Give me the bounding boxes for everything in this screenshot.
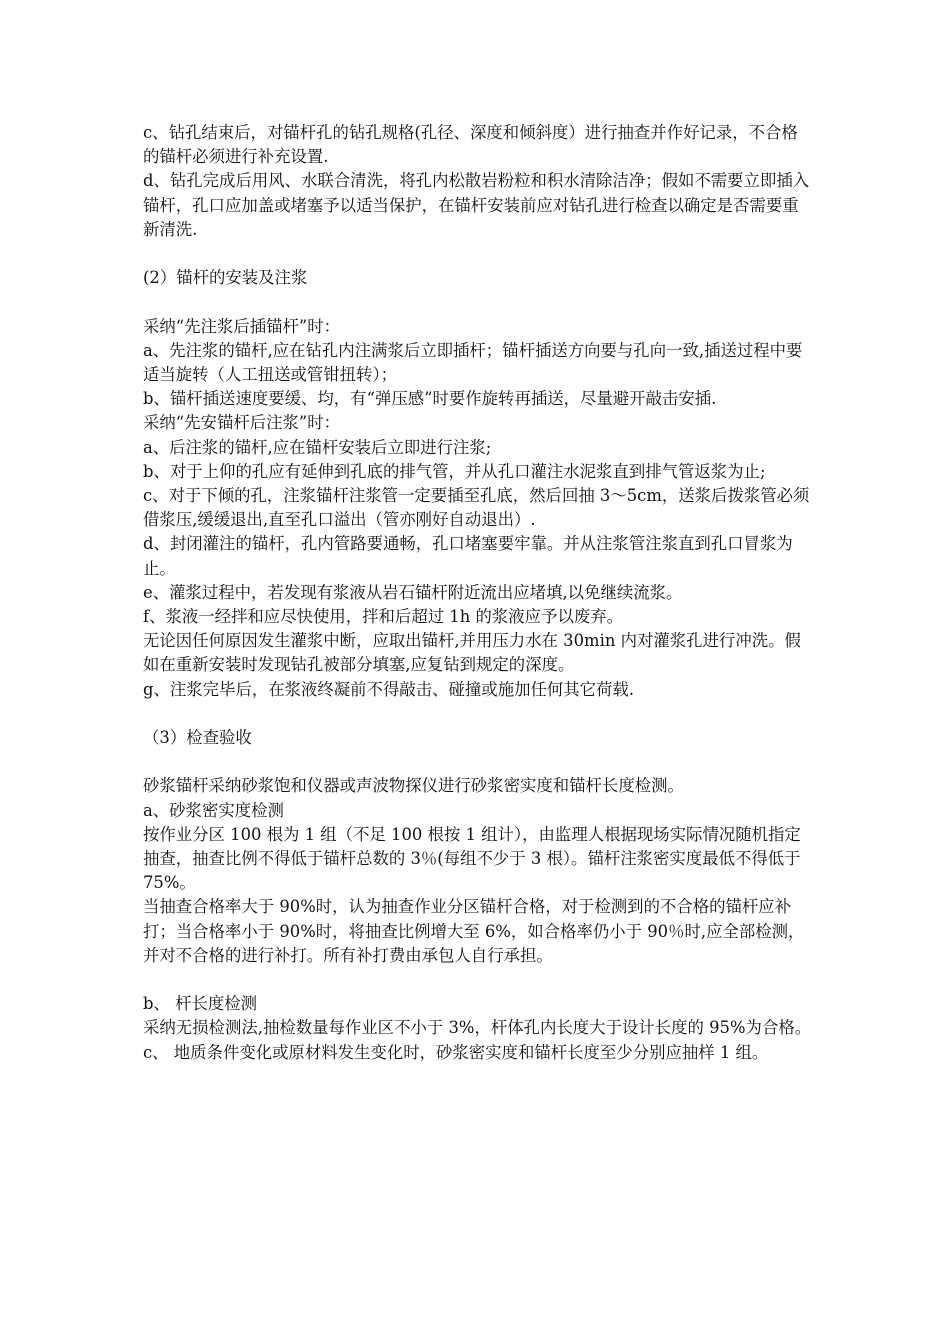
paragraph-d-closed-grouting: d、封闭灌注的锚杆，孔内管路要通畅，孔口堵塞要牢靠。并从注浆管注浆直到孔口冒浆为止。 [143, 534, 793, 578]
paragraph-grout-interruption: 无论因任何原因发生灌浆中断，应取出锚杆,并用压力水在 30min 内对灌浆孔进行冲洗。假如在重新安装时发现钻孔被部分填塞,应复钻到规定的深度。 [143, 631, 801, 675]
paragraph-inspection-method: 砂浆锚杆采纳砂浆饱和仪器或声波物探仪进行砂浆密实度和锚杆长度检测。 [143, 776, 684, 796]
paragraph-b-upward-hole: b、对于上仰的孔应有延伸到孔底的排气管，并从孔口灌注水泥浆直到排气管返浆为止; [143, 461, 766, 481]
paragraph-a-density-test: a、砂浆密实度检测 [143, 800, 284, 820]
paragraph-c-drilling-check: c、钻孔结束后，对锚杆孔的钻孔规格(孔径、深度和倾斜度）进行抽查并作好记录，不合格的锚杆必须进行补充设置. [143, 123, 798, 167]
section-heading-inspection: （3）检查验收 [143, 728, 252, 748]
paragraph-method-grout-first: 采纳“先注浆后插锚杆”时： [143, 316, 341, 336]
paragraph-sampling-rule: 按作业分区 100 根为 1 组（不足 100 根按 1 组计），由监理人根据现场实际情况随机指定抽查，抽查比例不得低于锚杆总数的 3％(每组不少于 3 根）。锚杆注浆密实度最低不得低于 75%。 [143, 824, 801, 893]
section-heading-installation: (2）锚杆的安装及注浆 [143, 268, 308, 288]
document-page [143, 121, 813, 1065]
spacer [143, 242, 813, 266]
spacer [143, 702, 813, 726]
spacer [143, 290, 813, 314]
paragraph-c-condition-change: c、 地质条件变化或原材料发生变化时，砂浆密实度和锚杆长度至少分别应抽样 1 组。 [143, 1042, 769, 1062]
paragraph-c-downward-hole: c、对于下倾的孔，注浆锚杆注浆管一定要插至孔底，然后回抽 3～5cm，送浆后拨浆管必须借浆压,缓缓退出,直至孔口溢出（管亦刚好自动退出）. [143, 486, 810, 530]
paragraph-a-grout-first: a、先注浆的锚杆,应在钻孔内注满浆后立即插杆；锚杆插送方向要与孔向一致,插送过程中要适当旋转（人工扭送或管钳扭转）； [143, 340, 803, 384]
spacer [143, 750, 813, 774]
spacer [143, 968, 813, 992]
paragraph-g-after-grouting: g、注浆完毕后，在浆液终凝前不得敲击、碰撞或施加任何其它荷载. [143, 679, 635, 699]
paragraph-a-post-grout: a、后注浆的锚杆,应在锚杆安装后立即进行注浆; [143, 437, 492, 457]
paragraph-nondestructive-test: 采纳无损检测法,抽检数量每作业区不小于 3%，杆体孔内长度大于设计长度的 95%为合格。 [143, 1018, 812, 1038]
paragraph-pass-rate: 当抽查合格率大于 90%时，认为抽查作业分区锚杆合格，对于检测到的不合格的锚杆应补打；当合格率小于 90%时，将抽查比例增大至 6%，如合格率仍小于 90％时,应全部检测，并对不合格的进行补打。所有补打费由承包人自行承担。 [143, 897, 805, 965]
paragraph-method-anchor-first: 采纳“先安锚杆后注浆”时： [143, 413, 341, 433]
paragraph-e-grout-leak: e、灌浆过程中，若发现有浆液从岩石锚杆附近流出应堵填,以免继续流浆。 [143, 582, 683, 602]
paragraph-d-drilling-clean: d、钻孔完成后用风、水联合清洗，将孔内松散岩粉粒和积水清除洁净；假如不需要立即插入锚杆，孔口应加盖或堵塞予以适当保护，在锚杆安装前应对钻孔进行检查以确定是否需要重新清洗. [143, 171, 810, 239]
paragraph-f-grout-usage: f、浆液一经拌和应尽快使用，拌和后超过 1h 的浆液应予以废弃。 [143, 607, 624, 627]
paragraph-b-length-test: b、 杆长度检测 [143, 994, 258, 1014]
paragraph-b-insert-speed: b、锚杆插送速度要缓、均，有“弹压感”时要作旋转再插送，尽量避开敲击安插. [143, 389, 717, 409]
